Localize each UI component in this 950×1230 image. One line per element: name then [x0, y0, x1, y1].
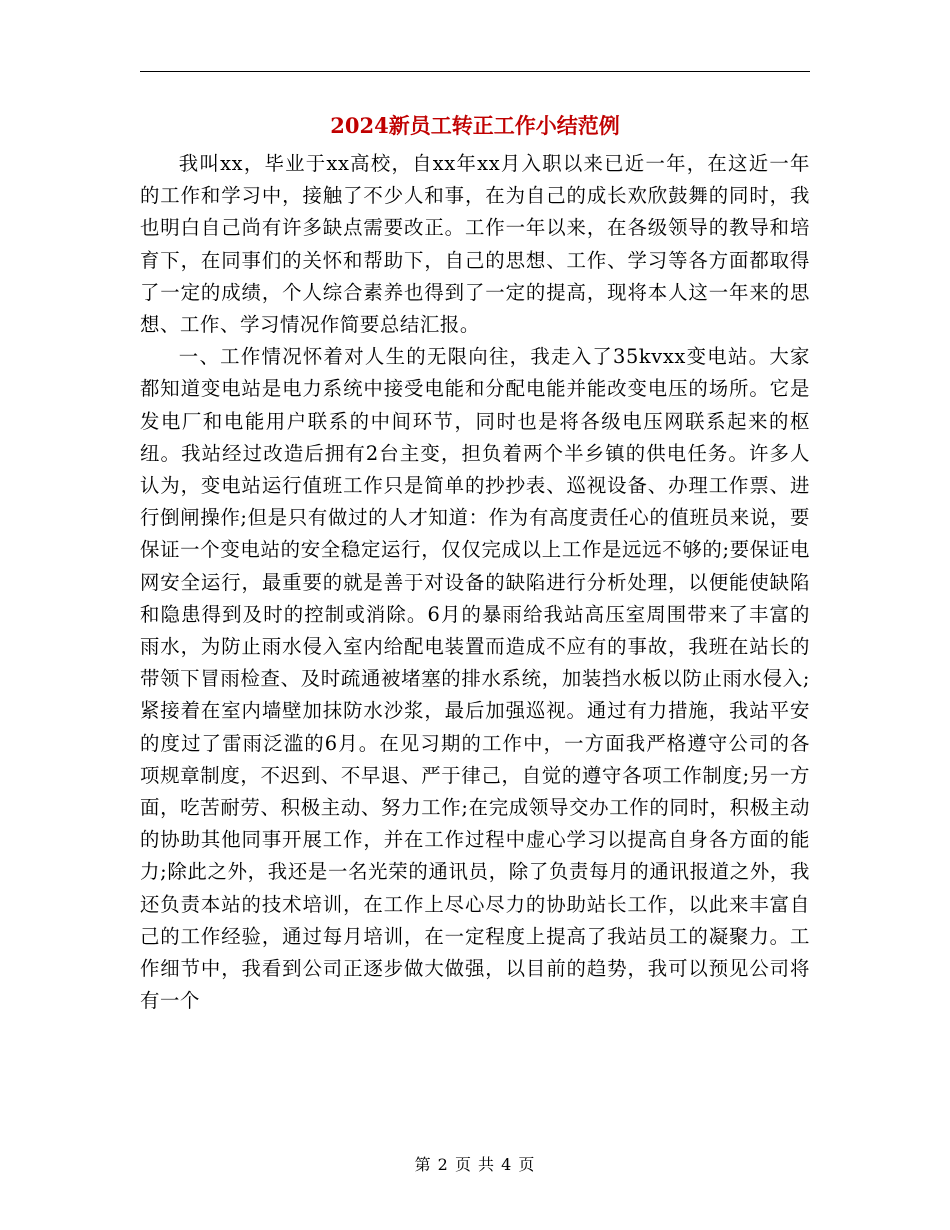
document-title: 2024新员工转正工作小结范例 — [330, 113, 620, 138]
footer-suffix: 页 — [518, 1155, 536, 1174]
document-body — [140, 148, 810, 1017]
page-footer — [0, 1153, 950, 1177]
footer-total-pages: 4 — [501, 1155, 513, 1174]
paragraph-intro: 我叫xx，毕业于xx高校，自xx年xx月入职以来已近一年，在这近一年的工作和学习中，接触了不少人和事，在为自己的成长欢欣鼓舞的同时，我也明白自己尚有许多缺点需要改正。工作一年以来，在各级领导的教导和培育下，在同事们的关怀和帮助下，自己的思想、工作、学习等各方面都取得了一定的成绩，个人综合素养也得到了一定的提高，现将本人这一年来的思想、工作、学习情况作简要总结汇报。 — [140, 152, 810, 337]
footer-middle: 页 共 — [454, 1155, 496, 1174]
footer-current-page: 2 — [437, 1155, 449, 1174]
paragraph-work-situation: 一、工作情况怀着对人生的无限向往，我走入了35kvxx变电站。大家都知道变电站是电力系统中接受电能和分配电能并能改变电压的场所。它是发电厂和电能用户联系的中间环节，同时也是将各级电压网联系起来的枢纽。我站经过改造后拥有2台主变，担负着两个半乡镇的供电任务。许多人认为，变电站运行值班工作只是简单的抄抄表、巡视设备、办理工作票、进行倒闸操作;但是只有做过的人才知道：作为有高度责任心的值班员来说，要保证一个变电站的安全稳定运行，仅仅完成以上工作是远远不够的;要保证电网安全运行，最重要的就是善于对设备的缺陷进行分析处理，以便能使缺陷和隐患得到及时的控制或消除。6月的暴雨给我站高压室周围带来了丰富的雨水，为防止雨水侵入室内给配电装置而造成不应有的事故，我班在站长的带领下冒雨检查、及时疏通被堵塞的排水系统，加装挡水板以防止雨水侵入;紧接着在室内墙壁加抹防水沙浆，最后加强巡视。通过有力措施，我站平安的度过了雷雨泛滥的6月。在见习期的工作中，一方面我严格遵守公司的各项规章制度，不迟到、不早退、严于律己，自觉的遵守各项工作制度;另一方面，吃苦耐劳、积极主动、努力工作;在完成领导交办工作的同时，积极主动的协助其他同事开展工作，并在工作过程中虚心学习以提高自身各方面的能力;除此之外，我还是一名光荣的通讯员，除了负责每月的通讯报道之外，我还负责本站的技术培训，在工作上尽心尽力的协助站长工作，以此来丰富自己的工作经验，通过每月培训，在一定程度上提高了我站员工的凝聚力。工作细节中，我看到公司正逐步做大做强，以目前的趋势，我可以预见公司将有一个 — [140, 345, 810, 1013]
footer-prefix: 第 — [414, 1155, 432, 1174]
header-rule — [140, 71, 810, 72]
